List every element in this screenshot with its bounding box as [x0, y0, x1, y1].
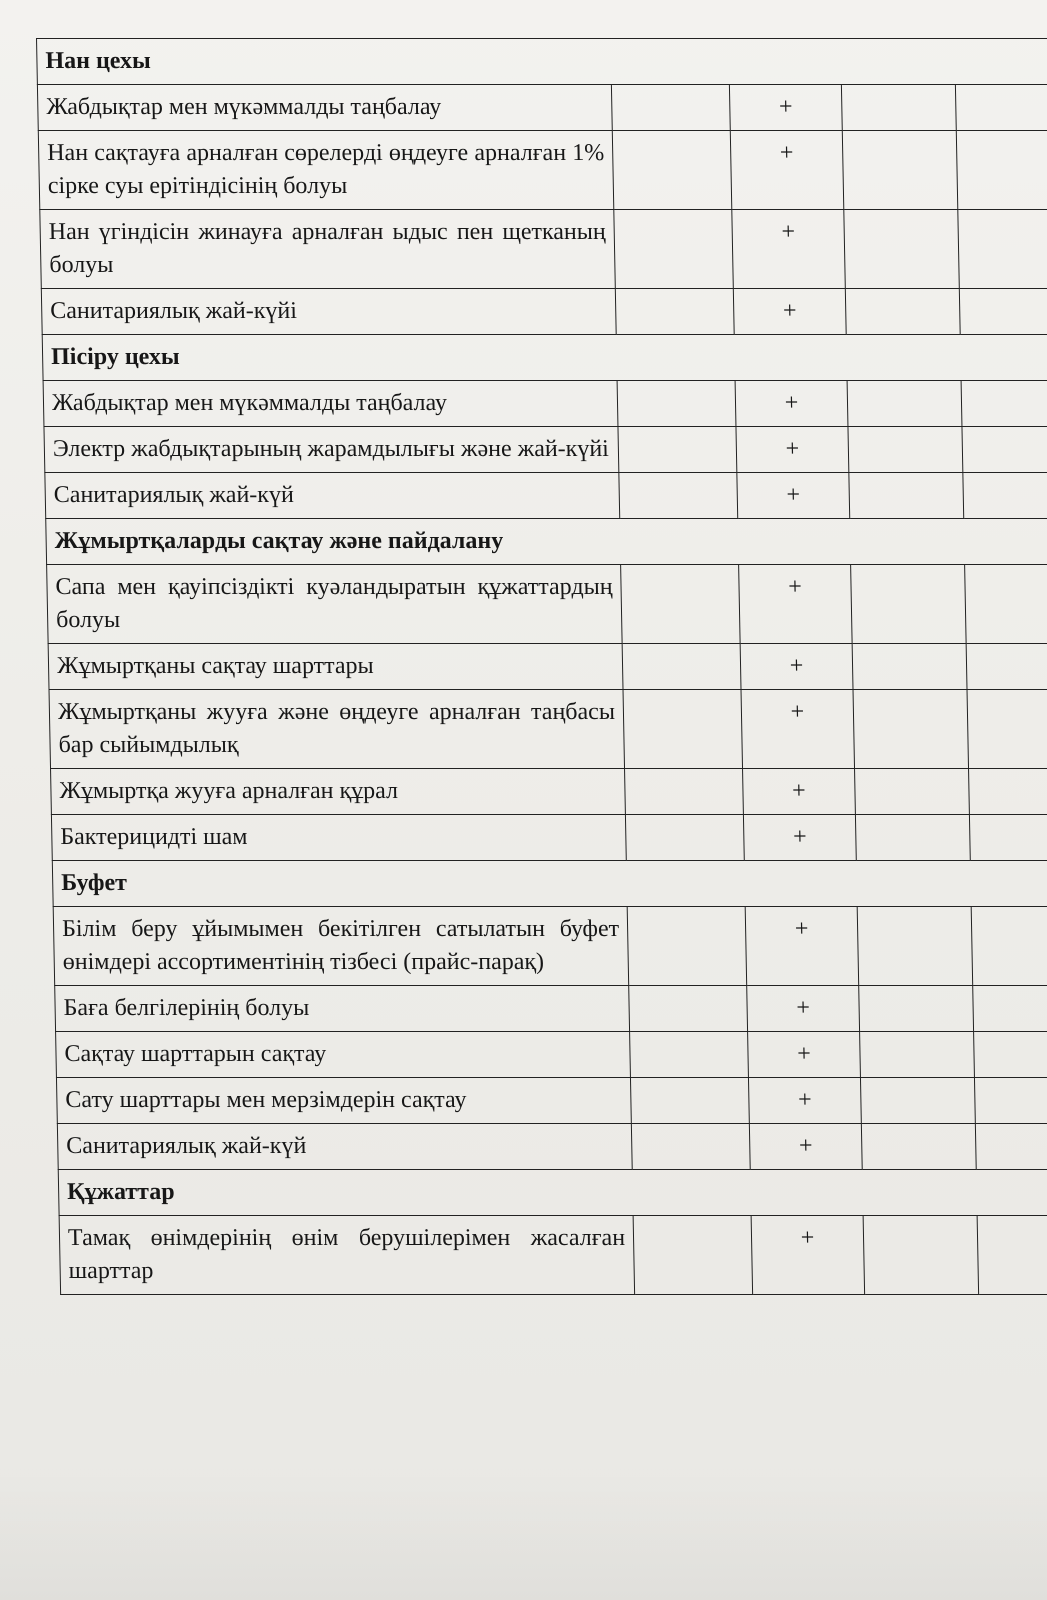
section-row	[37, 39, 1047, 85]
table-row	[37, 85, 1047, 131]
section-row	[42, 335, 1047, 381]
empty-cell	[617, 381, 736, 427]
empty-cell	[841, 85, 956, 131]
empty-cell	[977, 1216, 1047, 1295]
table-row	[55, 986, 1047, 1032]
empty-cell	[860, 1032, 975, 1078]
empty-cell	[962, 427, 1047, 473]
inspection-checklist-table	[36, 38, 1047, 1295]
check-mark-cell: +	[737, 473, 850, 519]
table-row	[48, 644, 1047, 690]
table-row	[53, 907, 1047, 986]
check-mark-cell: +	[743, 815, 856, 861]
check-mark-cell: +	[729, 85, 842, 131]
table-row	[38, 131, 1047, 210]
criterion-text: Санитариялық жай-күйі	[41, 289, 616, 335]
empty-cell	[969, 769, 1047, 815]
table-row	[56, 1078, 1047, 1124]
table-row	[49, 690, 1047, 769]
empty-cell	[857, 907, 973, 986]
empty-cell	[615, 289, 734, 335]
check-mark-cell: +	[730, 131, 844, 210]
empty-cell	[845, 289, 960, 335]
criterion-text: Жұмыртқа жууға арналған құрал	[51, 769, 626, 815]
empty-cell	[971, 907, 1047, 986]
empty-cell	[851, 565, 967, 644]
empty-cell	[622, 644, 741, 690]
empty-cell	[958, 210, 1047, 289]
section-title: Жұмыртқаларды сақтау және пайдалану	[46, 519, 1047, 565]
empty-cell	[855, 769, 970, 815]
empty-cell	[966, 644, 1047, 690]
table-row	[43, 381, 1047, 427]
criterion-text: Нан сақтауға арналған сөрелерді өңдеуге арналған 1% сірке суы ерітіндісінің болуы	[38, 131, 614, 210]
table-row	[45, 473, 1047, 519]
criterion-text: Жабдықтар мен мүкәммалды таңбалау	[43, 381, 618, 427]
empty-cell	[956, 131, 1047, 210]
section-row	[46, 519, 1047, 565]
empty-cell	[625, 815, 744, 861]
empty-cell	[630, 1032, 749, 1078]
empty-cell	[863, 1216, 979, 1295]
empty-cell	[621, 565, 741, 644]
empty-cell	[965, 565, 1047, 644]
check-mark-cell: +	[740, 644, 853, 690]
empty-cell	[849, 473, 964, 519]
empty-cell	[974, 1078, 1047, 1124]
empty-cell	[974, 1032, 1047, 1078]
empty-cell	[844, 210, 960, 289]
criterion-text: Санитариялық жай-күй	[45, 473, 620, 519]
table-row	[59, 1216, 1047, 1295]
section-title: Құжаттар	[58, 1170, 1047, 1216]
empty-cell	[963, 473, 1047, 519]
empty-cell	[955, 85, 1047, 131]
table-row	[40, 210, 1047, 289]
table-row	[57, 1124, 1047, 1170]
empty-cell	[852, 644, 967, 690]
criterion-text: Тамақ өнімдерінің өнім берушілерімен жасалған шарттар	[59, 1216, 635, 1295]
table-row	[41, 289, 1047, 335]
table-row	[44, 427, 1047, 473]
check-mark-cell: +	[748, 1032, 861, 1078]
empty-cell	[855, 815, 970, 861]
empty-cell	[627, 907, 747, 986]
empty-cell	[848, 427, 963, 473]
criterion-text: Сақтау шарттарын сақтау	[56, 1032, 631, 1078]
empty-cell	[614, 210, 734, 289]
empty-cell	[861, 1124, 976, 1170]
criterion-text: Жұмыртқаны жууға және өңдеуге арналған таңбасы бар сыйымдылық	[49, 690, 625, 769]
section-title: Пісіру цехы	[42, 335, 1047, 381]
section-title: Нан цехы	[37, 39, 1047, 85]
section-row	[58, 1170, 1047, 1216]
criterion-text: Жұмыртқаны сақтау шарттары	[48, 644, 623, 690]
criterion-text: Электр жабдықтарының жарамдылығы және жай-күйі	[44, 427, 619, 473]
criterion-text: Бактерицидті шам	[51, 815, 626, 861]
check-mark-cell: +	[747, 986, 860, 1032]
empty-cell	[631, 1124, 750, 1170]
check-mark-cell: +	[732, 210, 846, 289]
check-mark-cell: +	[733, 289, 846, 335]
criterion-text: Сапа мен қауіпсіздікті куәландыратын құжаттардың болуы	[47, 565, 623, 644]
section-title: Буфет	[52, 861, 1047, 907]
criterion-text: Білім беру ұйымымен бекітілген сатылатын буфет өнімдері ассортиментінің тізбесі (прайс-парақ)	[53, 907, 629, 986]
criterion-text: Жабдықтар мен мүкәммалды таңбалау	[37, 85, 612, 131]
check-mark-cell: +	[741, 690, 855, 769]
check-mark-cell: +	[739, 565, 853, 644]
empty-cell	[860, 1078, 975, 1124]
check-mark-cell: +	[748, 1078, 861, 1124]
empty-cell	[625, 769, 744, 815]
empty-cell	[629, 986, 748, 1032]
empty-cell	[859, 986, 974, 1032]
check-mark-cell: +	[743, 769, 856, 815]
empty-cell	[630, 1078, 749, 1124]
check-mark-cell: +	[749, 1124, 862, 1170]
empty-cell	[619, 473, 738, 519]
check-mark-cell: +	[745, 907, 859, 986]
empty-cell	[969, 815, 1047, 861]
section-row	[52, 861, 1047, 907]
checklist-body	[37, 39, 1047, 1295]
criterion-text: Баға белгілерінің болуы	[55, 986, 630, 1032]
empty-cell	[633, 1216, 753, 1295]
check-mark-cell: +	[751, 1216, 865, 1295]
empty-cell	[842, 131, 958, 210]
criterion-text: Санитариялық жай-күй	[57, 1124, 632, 1170]
table-row	[51, 769, 1047, 815]
criterion-text: Нан үгіндісін жинауға арналған ыдыс пен щетканың болуы	[40, 210, 616, 289]
table-row	[51, 815, 1047, 861]
empty-cell	[973, 986, 1047, 1032]
check-mark-cell: +	[735, 381, 848, 427]
criterion-text: Сату шарттары мен мерзімдерін сақтау	[56, 1078, 631, 1124]
empty-cell	[967, 690, 1047, 769]
empty-cell	[611, 85, 730, 131]
empty-cell	[961, 381, 1047, 427]
empty-cell	[847, 381, 962, 427]
table-row	[56, 1032, 1047, 1078]
empty-cell	[853, 690, 969, 769]
table-row	[47, 565, 1047, 644]
empty-cell	[618, 427, 737, 473]
page-shadow	[0, 1470, 1047, 1600]
empty-cell	[612, 131, 732, 210]
empty-cell	[623, 690, 743, 769]
check-mark-cell: +	[736, 427, 849, 473]
empty-cell	[959, 289, 1047, 335]
empty-cell	[975, 1124, 1047, 1170]
